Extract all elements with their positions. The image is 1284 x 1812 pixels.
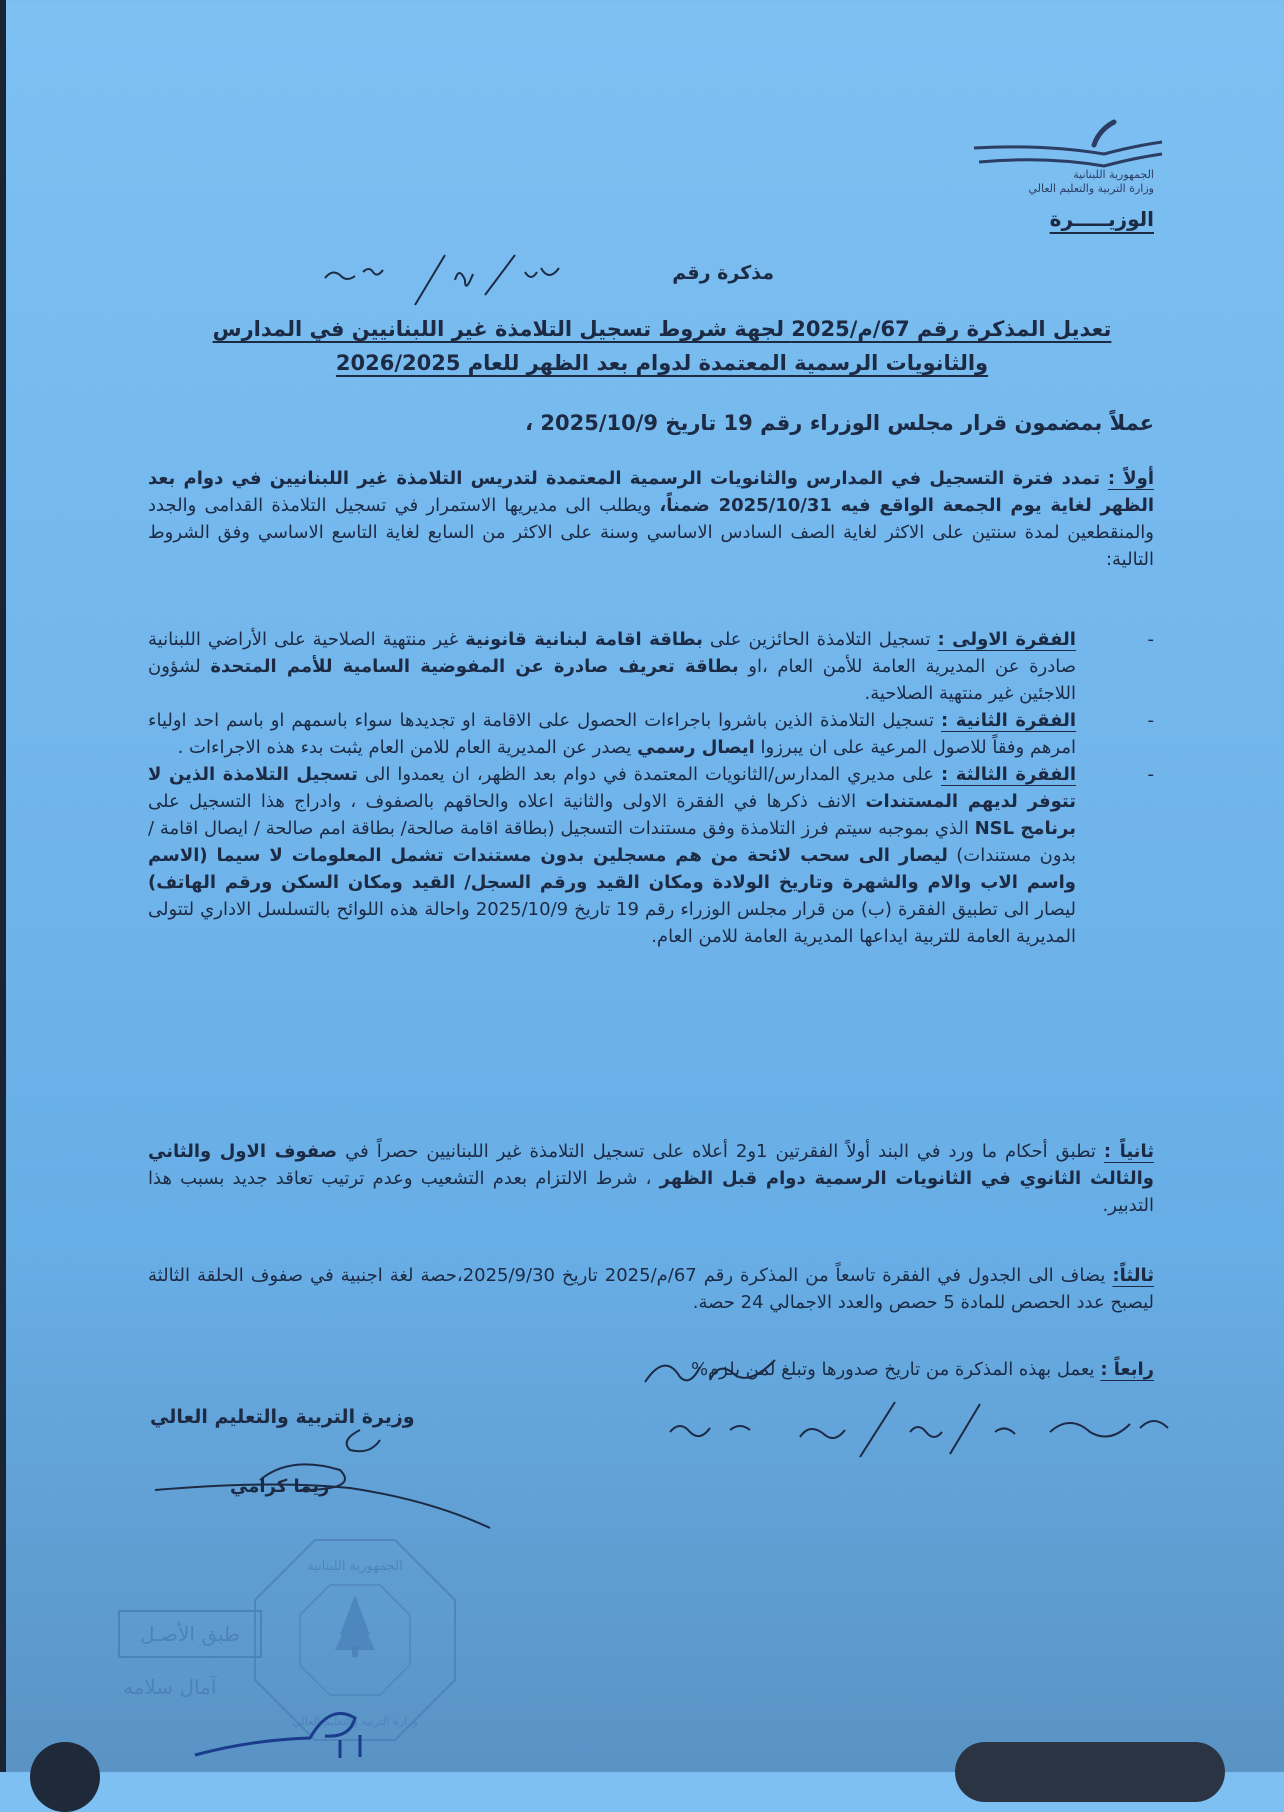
section-first xyxy=(148,465,1154,573)
viewer-control-right[interactable] xyxy=(955,1742,1225,1802)
clause-text: لشؤون اللاجئين غير منتهية الصلاحية. xyxy=(148,656,1076,704)
signatory-name: ريما كرامي xyxy=(230,1476,330,1497)
stamp-inner-text: وزارة التربية والتعليم العالي xyxy=(292,1715,418,1728)
section-second-label: ثانياً : xyxy=(1103,1141,1154,1162)
handwritten-place-date xyxy=(650,1392,1190,1462)
true-copy-stamp: طبق الأصـل xyxy=(118,1610,262,1658)
letterhead-republic: الجمهورية اللبنانية xyxy=(1073,168,1154,181)
clause-text: تسجيل التلامذة الحائزين على xyxy=(702,629,931,650)
clause-text-bold: بطاقة تعريف صادرة عن المفوضية السامية للأمم المتحدة xyxy=(210,656,739,677)
ministry-logo xyxy=(964,110,1164,220)
clause-text: على مديري المدارس/الثانويات المعتمدة في دوام بعد الظهر، ان يعمدوا الى xyxy=(357,764,934,785)
clause-label: الفقرة الاولى : xyxy=(937,629,1076,650)
section-fourth-text: يعمل بهذه المذكرة من تاريخ صدورها وتبلغ لمن يلزم% xyxy=(690,1359,1095,1380)
open-book-logo-icon xyxy=(964,110,1164,170)
section-second-text: تطبق أحكام ما ورد في البند أولاً الفقرتين 1و2 أعلاه على تسجيل التلامذة غير اللبنانيين حصراً في xyxy=(337,1141,1096,1162)
clause-text: ليصار الى تطبيق الفقرة (ب) من قرار مجلس الوزراء رقم 19 تاريخ 2025/10/9 واحالة هذه اللوائح بالتسلسل الاداري لتتولى المديرية العامة للتربية ايداعها المديرية العامة للامن العام. xyxy=(148,899,1076,947)
section-third-label: ثالثاً: xyxy=(1112,1265,1154,1286)
clause-2 xyxy=(148,707,1154,761)
section-first-bold: تمدد فترة التسجيل في المدارس والثانويات الرسمية المعتمدة لتدريس التلامذة غير اللبنانيين في دوام بعد الظهر لغاية يوم الجمعة الواقع فيه 2025/10/31 ضمناً، xyxy=(148,468,1154,516)
section-third-text: يضاف الى الجدول في الفقرة تاسعاً من المذكرة رقم 67/م/2025 تاريخ 2025/9/30،حصة لغة اجنبية في صفوف الحلقة الثالثة ليصبح عدد الحصص للمادة 5 حصص والعدد الاجمالي 24 حصة. xyxy=(148,1265,1154,1313)
memo-intro: عملاً بمضمون قرار مجلس الوزراء رقم 19 تاريخ 2025/10/9 ، xyxy=(525,411,1154,435)
section-second-text: ، شرط الالتزام بعدم التشعيب وعدم ترتيب تعاقد جديد بسبب هذا التدبير. xyxy=(148,1168,1154,1216)
clause-text-bold: ليصار الى سحب لائحة من هم مسجلين بدون مستندات تشمل المعلومات لا سيما (الاسم واسم الاب والام والشهرة وتاريخ الولادة ومكان القيد ورقم السجل/ القيد ومكان السكن ورقم الهاتف) xyxy=(148,845,1076,893)
clause-text-bold: بطاقة اقامة لبنانية قانونية xyxy=(465,629,703,650)
clause-text-bold: برنامج NSL xyxy=(974,818,1076,839)
clause-text: يصدر عن المديرية العام للامن العام يثبت بدء هذه الاجراءات . xyxy=(177,737,638,758)
section-third xyxy=(148,1262,1154,1316)
bullet-dash-icon: - xyxy=(1147,764,1154,785)
stamp-outer-text: الجمهورية اللبنانية xyxy=(307,1559,403,1574)
clause-text: الانف ذكرها في الفقرة الاولى والثانية اعلاه والحاقهم بالصفوف ، وادراج هذا التسجيل على xyxy=(148,791,866,812)
clause-text: الذي بموجبه سيتم فرز التلامذة وفق مستندات التسجيل (بطاقة اقامة صالحة/ بطاقة امم صالحة / ايصال اقامة / بدون مستندات) xyxy=(148,818,1076,866)
letterhead-ministry: وزارة التربية والتعليم العالي xyxy=(1028,182,1154,195)
signatory-ministry: وزيرة التربية والتعليم العالي xyxy=(150,1406,415,1428)
clause-text: تسجيل التلامذة الذين باشروا باجراءات الحصول على الاقامة او تجديدها سواء باسمهم او باسم احد اولياء امرهم وفقاً للاصول المرعية على ان يبرزوا xyxy=(148,710,1076,758)
clause-text: غير منتهية الصلاحية على الأراضي اللبنانية صادرة عن المديرية العامة للأمن العام ،او xyxy=(148,629,1076,677)
clause-1 xyxy=(148,626,1154,707)
memo-number-label: مذكرة رقم xyxy=(672,262,774,284)
handwritten-annotation xyxy=(640,1352,780,1392)
memo-number-handwritten xyxy=(315,250,565,310)
cedar-icon xyxy=(335,1595,375,1650)
clause-3 xyxy=(148,761,1154,950)
minister-signature xyxy=(150,1420,500,1530)
clauses-list xyxy=(148,626,1154,950)
section-first-label: أولاً : xyxy=(1107,468,1154,489)
section-fourth-label: رابعاً : xyxy=(1100,1359,1154,1380)
certifier-name: آمال سلامه xyxy=(123,1675,217,1699)
section-second-bold: صفوف الاول والثاني والثالث الثانوي في الثانويات الرسمية دوام قبل الظهر xyxy=(148,1141,1154,1189)
bullet-dash-icon: - xyxy=(1147,629,1154,650)
clause-text-bold: ايصال رسمي xyxy=(637,737,755,758)
section-first-text: ويطلب الى مديريها الاستمرار في تسجيل التلامذة القدامى والجدد والمنقطعين لمدة سنتين على الاكثر لغاية الصف السادس الاساسي وسنة على الاكثر من السابع لغاية التاسع الاساسي وفق الشروط التالية: xyxy=(148,495,1154,570)
section-fourth xyxy=(490,1356,1154,1383)
office-heading: الوزيـــــرة xyxy=(1049,207,1154,231)
clause-label: الفقرة الثانية : xyxy=(940,710,1077,731)
bullet-dash-icon: - xyxy=(1147,710,1154,731)
certifier-signature xyxy=(190,1700,390,1760)
section-second xyxy=(148,1138,1154,1219)
clause-text-bold: تسجيل التلامذة الذين لا تتوفر لديهم المستندات xyxy=(148,764,1076,812)
clause-label: الفقرة الثالثة : xyxy=(941,764,1076,785)
viewer-control-left[interactable] xyxy=(30,1742,100,1812)
memo-title: تعديل المذكرة رقم 67/م/2025 لجهة شروط تسجيل التلامذة غير اللبنانيين في المدارس والثانويات الرسمية المعتمدة لدوام بعد الظهر للعام 2026/2025 xyxy=(212,317,1112,375)
